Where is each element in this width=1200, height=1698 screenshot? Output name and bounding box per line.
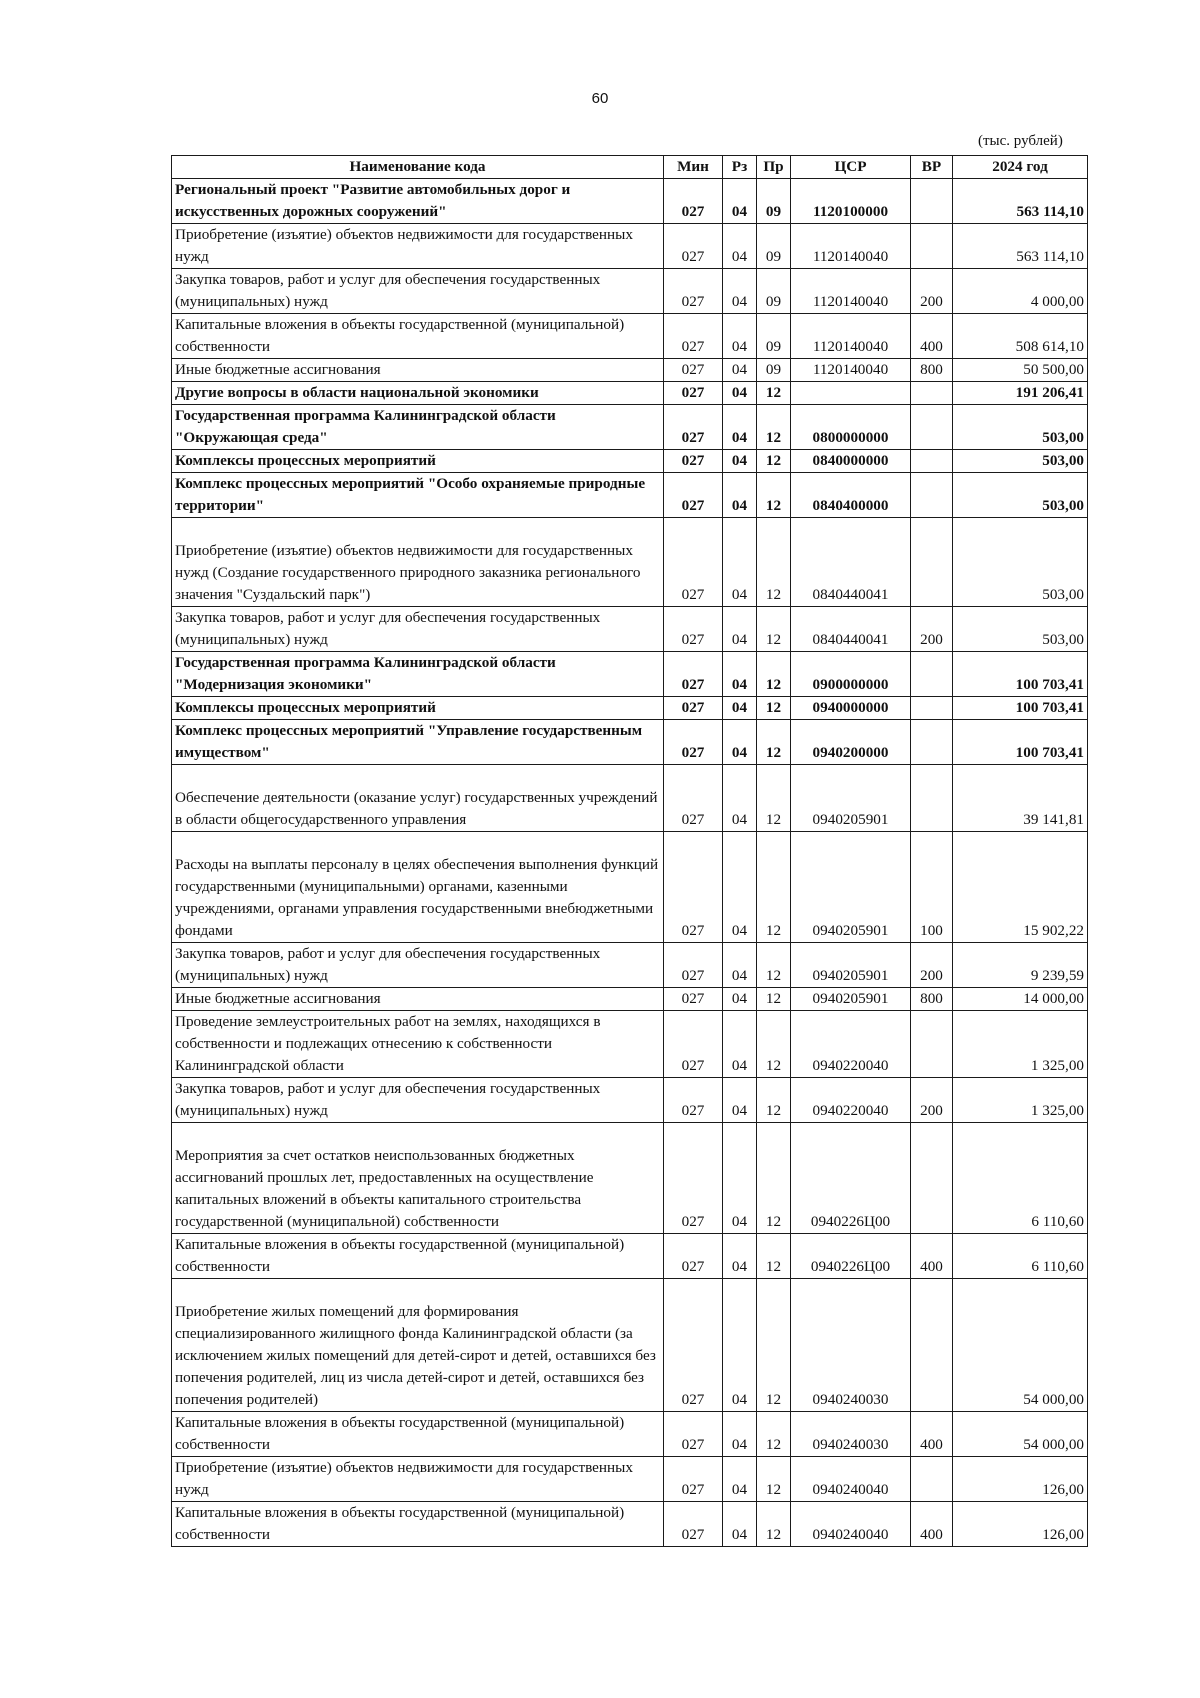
cell-sum: 126,00 xyxy=(953,1502,1088,1547)
cell-name: Закупка товаров, работ и услуг для обеспечения государственных (муниципальных) нужд xyxy=(172,269,664,314)
cell-csr: 1120100000 xyxy=(791,179,911,224)
cell-vr xyxy=(911,1457,953,1502)
table-row xyxy=(172,269,1088,314)
cell-pr: 12 xyxy=(757,720,791,765)
cell-rz: 04 xyxy=(723,652,757,697)
page-number: 60 xyxy=(591,90,609,107)
table-row xyxy=(172,988,1088,1011)
cell-sum: 503,00 xyxy=(953,518,1088,607)
cell-pr: 12 xyxy=(757,450,791,473)
cell-vr: 400 xyxy=(911,1412,953,1457)
cell-min: 027 xyxy=(664,518,723,607)
cell-sum: 503,00 xyxy=(953,450,1088,473)
cell-rz: 04 xyxy=(723,1123,757,1234)
cell-vr xyxy=(911,1279,953,1412)
cell-name: Региональный проект "Развитие автомобильных дорог и искусственных дорожных сооружений" xyxy=(172,179,664,224)
cell-sum: 503,00 xyxy=(953,607,1088,652)
cell-min: 027 xyxy=(664,1502,723,1547)
header-csr: ЦСР xyxy=(791,156,911,179)
table-row xyxy=(172,1234,1088,1279)
cell-rz: 04 xyxy=(723,1279,757,1412)
cell-name: Комплексы процессных мероприятий xyxy=(172,697,664,720)
cell-name: Другие вопросы в области национальной экономики xyxy=(172,382,664,405)
cell-min: 027 xyxy=(664,1078,723,1123)
cell-csr: 0940220040 xyxy=(791,1011,911,1078)
cell-name: Обеспечение деятельности (оказание услуг) государственных учреждений в области общегосударственного управления xyxy=(172,765,664,832)
cell-rz: 04 xyxy=(723,518,757,607)
cell-csr: 0840400000 xyxy=(791,473,911,518)
cell-vr: 800 xyxy=(911,359,953,382)
cell-name: Капитальные вложения в объекты государственной (муниципальной) собственности xyxy=(172,314,664,359)
cell-pr: 12 xyxy=(757,943,791,988)
cell-vr: 400 xyxy=(911,1234,953,1279)
cell-vr: 200 xyxy=(911,1078,953,1123)
cell-vr xyxy=(911,179,953,224)
cell-csr: 1120140040 xyxy=(791,269,911,314)
table-row xyxy=(172,1011,1088,1078)
cell-pr: 12 xyxy=(757,1279,791,1412)
cell-sum: 563 114,10 xyxy=(953,179,1088,224)
cell-pr: 12 xyxy=(757,765,791,832)
cell-sum: 9 239,59 xyxy=(953,943,1088,988)
cell-csr xyxy=(791,382,911,405)
cell-name: Комплекс процессных мероприятий "Особо охраняемые природные территории" xyxy=(172,473,664,518)
cell-min: 027 xyxy=(664,179,723,224)
cell-pr: 12 xyxy=(757,1011,791,1078)
table-row xyxy=(172,943,1088,988)
cell-min: 027 xyxy=(664,1412,723,1457)
table-row xyxy=(172,1078,1088,1123)
table-row xyxy=(172,179,1088,224)
cell-min: 027 xyxy=(664,652,723,697)
cell-min: 027 xyxy=(664,765,723,832)
table-row xyxy=(172,314,1088,359)
header-pr: Пр xyxy=(757,156,791,179)
cell-pr: 12 xyxy=(757,832,791,943)
table-row xyxy=(172,450,1088,473)
cell-pr: 12 xyxy=(757,405,791,450)
cell-min: 027 xyxy=(664,943,723,988)
cell-sum: 1 325,00 xyxy=(953,1011,1088,1078)
table-row xyxy=(172,382,1088,405)
cell-pr: 09 xyxy=(757,359,791,382)
cell-vr xyxy=(911,382,953,405)
cell-sum: 54 000,00 xyxy=(953,1279,1088,1412)
cell-vr: 400 xyxy=(911,1502,953,1547)
cell-sum: 503,00 xyxy=(953,405,1088,450)
cell-vr xyxy=(911,224,953,269)
header-vr: ВР xyxy=(911,156,953,179)
cell-pr: 12 xyxy=(757,1412,791,1457)
cell-csr: 0940240030 xyxy=(791,1412,911,1457)
table-row xyxy=(172,697,1088,720)
cell-rz: 04 xyxy=(723,720,757,765)
cell-sum: 50 500,00 xyxy=(953,359,1088,382)
cell-name: Приобретение (изъятие) объектов недвижимости для государственных нужд xyxy=(172,1457,664,1502)
table-row xyxy=(172,518,1088,607)
cell-min: 027 xyxy=(664,382,723,405)
cell-min: 027 xyxy=(664,450,723,473)
cell-csr: 0940000000 xyxy=(791,697,911,720)
cell-rz: 04 xyxy=(723,988,757,1011)
table-header-row xyxy=(172,156,1088,179)
cell-pr: 12 xyxy=(757,697,791,720)
cell-vr xyxy=(911,1123,953,1234)
cell-sum: 6 110,60 xyxy=(953,1234,1088,1279)
cell-pr: 12 xyxy=(757,1078,791,1123)
cell-rz: 04 xyxy=(723,607,757,652)
cell-pr: 12 xyxy=(757,1502,791,1547)
cell-name: Закупка товаров, работ и услуг для обеспечения государственных (муниципальных) нужд xyxy=(172,1078,664,1123)
cell-rz: 04 xyxy=(723,382,757,405)
table-row xyxy=(172,1279,1088,1412)
cell-name: Капитальные вложения в объекты государственной (муниципальной) собственности xyxy=(172,1502,664,1547)
cell-name: Закупка товаров, работ и услуг для обеспечения государственных (муниципальных) нужд xyxy=(172,607,664,652)
cell-csr: 1120140040 xyxy=(791,359,911,382)
cell-vr xyxy=(911,405,953,450)
cell-sum: 54 000,00 xyxy=(953,1412,1088,1457)
cell-vr xyxy=(911,473,953,518)
cell-min: 027 xyxy=(664,1123,723,1234)
cell-rz: 04 xyxy=(723,179,757,224)
cell-csr: 0840440041 xyxy=(791,607,911,652)
cell-sum: 15 902,22 xyxy=(953,832,1088,943)
cell-rz: 04 xyxy=(723,1078,757,1123)
cell-rz: 04 xyxy=(723,1412,757,1457)
cell-sum: 1 325,00 xyxy=(953,1078,1088,1123)
cell-vr: 400 xyxy=(911,314,953,359)
cell-csr: 0940205901 xyxy=(791,765,911,832)
cell-min: 027 xyxy=(664,1279,723,1412)
header-year: 2024 год xyxy=(953,156,1088,179)
cell-pr: 09 xyxy=(757,224,791,269)
table-row xyxy=(172,652,1088,697)
cell-sum: 100 703,41 xyxy=(953,652,1088,697)
cell-sum: 191 206,41 xyxy=(953,382,1088,405)
cell-sum: 39 141,81 xyxy=(953,765,1088,832)
cell-sum: 508 614,10 xyxy=(953,314,1088,359)
cell-sum: 563 114,10 xyxy=(953,224,1088,269)
cell-csr: 0940200000 xyxy=(791,720,911,765)
cell-pr: 09 xyxy=(757,269,791,314)
table-row xyxy=(172,1412,1088,1457)
table-row xyxy=(172,832,1088,943)
cell-vr xyxy=(911,697,953,720)
cell-min: 027 xyxy=(664,988,723,1011)
table-row xyxy=(172,405,1088,450)
cell-min: 027 xyxy=(664,224,723,269)
cell-csr: 0840000000 xyxy=(791,450,911,473)
table-row xyxy=(172,473,1088,518)
cell-name: Иные бюджетные ассигнования xyxy=(172,988,664,1011)
cell-vr: 200 xyxy=(911,269,953,314)
cell-csr: 0800000000 xyxy=(791,405,911,450)
cell-rz: 04 xyxy=(723,314,757,359)
table-row xyxy=(172,1457,1088,1502)
cell-sum: 126,00 xyxy=(953,1457,1088,1502)
cell-csr: 0940240030 xyxy=(791,1279,911,1412)
cell-rz: 04 xyxy=(723,943,757,988)
cell-vr: 200 xyxy=(911,607,953,652)
cell-min: 027 xyxy=(664,832,723,943)
cell-csr: 0900000000 xyxy=(791,652,911,697)
cell-name: Мероприятия за счет остатков неиспользованных бюджетных ассигнований прошлых лет, предоставленных на осуществление капитальных вложений в объекты капитального строительства государственной (муниципальной) собственности xyxy=(172,1123,664,1234)
cell-csr: 0940226Ц00 xyxy=(791,1123,911,1234)
cell-csr: 0940240040 xyxy=(791,1502,911,1547)
cell-csr: 0940226Ц00 xyxy=(791,1234,911,1279)
header-name: Наименование кода xyxy=(172,156,664,179)
cell-vr xyxy=(911,765,953,832)
cell-rz: 04 xyxy=(723,697,757,720)
cell-name: Приобретение жилых помещений для формирования специализированного жилищного фонда Калининградской области (за исключением жилых помещений для детей-сирот и детей, оставшихся без попечения родителей, лиц из числа детей-сирот и детей, оставшихся без попечения родителей) xyxy=(172,1279,664,1412)
cell-vr xyxy=(911,1011,953,1078)
cell-pr: 12 xyxy=(757,1123,791,1234)
cell-pr: 09 xyxy=(757,314,791,359)
cell-min: 027 xyxy=(664,269,723,314)
table-row xyxy=(172,607,1088,652)
cell-min: 027 xyxy=(664,405,723,450)
cell-rz: 04 xyxy=(723,765,757,832)
cell-rz: 04 xyxy=(723,1234,757,1279)
cell-sum: 100 703,41 xyxy=(953,697,1088,720)
cell-csr: 0840440041 xyxy=(791,518,911,607)
cell-name: Капитальные вложения в объекты государственной (муниципальной) собственности xyxy=(172,1412,664,1457)
cell-rz: 04 xyxy=(723,832,757,943)
cell-name: Иные бюджетные ассигнования xyxy=(172,359,664,382)
cell-rz: 04 xyxy=(723,1011,757,1078)
cell-pr: 12 xyxy=(757,652,791,697)
units-label: (тыс. рублей) xyxy=(978,133,1063,149)
cell-min: 027 xyxy=(664,473,723,518)
cell-vr xyxy=(911,450,953,473)
cell-name: Капитальные вложения в объекты государственной (муниципальной) собственности xyxy=(172,1234,664,1279)
cell-sum: 6 110,60 xyxy=(953,1123,1088,1234)
cell-sum: 14 000,00 xyxy=(953,988,1088,1011)
cell-csr: 0940205901 xyxy=(791,832,911,943)
cell-min: 027 xyxy=(664,359,723,382)
cell-rz: 04 xyxy=(723,359,757,382)
cell-name: Комплекс процессных мероприятий "Управление государственным имуществом" xyxy=(172,720,664,765)
cell-pr: 12 xyxy=(757,382,791,405)
cell-csr: 0940205901 xyxy=(791,988,911,1011)
cell-csr: 1120140040 xyxy=(791,314,911,359)
cell-rz: 04 xyxy=(723,473,757,518)
cell-vr xyxy=(911,652,953,697)
cell-sum: 503,00 xyxy=(953,473,1088,518)
cell-pr: 12 xyxy=(757,1457,791,1502)
cell-sum: 4 000,00 xyxy=(953,269,1088,314)
header-rz: Рз xyxy=(723,156,757,179)
table-row xyxy=(172,1502,1088,1547)
cell-name: Приобретение (изъятие) объектов недвижимости для государственных нужд xyxy=(172,224,664,269)
cell-csr: 1120140040 xyxy=(791,224,911,269)
header-min: Мин xyxy=(664,156,723,179)
cell-pr: 12 xyxy=(757,988,791,1011)
cell-pr: 12 xyxy=(757,518,791,607)
cell-name: Государственная программа Калининградской области "Модернизация экономики" xyxy=(172,652,664,697)
cell-min: 027 xyxy=(664,1457,723,1502)
cell-min: 027 xyxy=(664,1234,723,1279)
cell-csr: 0940240040 xyxy=(791,1457,911,1502)
budget-table xyxy=(171,155,1088,1547)
cell-vr xyxy=(911,720,953,765)
cell-name: Расходы на выплаты персоналу в целях обеспечения выполнения функций государственными (муниципальными) органами, казенными учреждениями, органами управления государственными внебюджетными фондами xyxy=(172,832,664,943)
cell-vr xyxy=(911,518,953,607)
table-row xyxy=(172,765,1088,832)
table-row xyxy=(172,720,1088,765)
cell-name: Приобретение (изъятие) объектов недвижимости для государственных нужд (Создание государственного природного заказника регионального значения "Суздальский парк") xyxy=(172,518,664,607)
cell-rz: 04 xyxy=(723,405,757,450)
cell-min: 027 xyxy=(664,1011,723,1078)
cell-min: 027 xyxy=(664,697,723,720)
cell-name: Комплексы процессных мероприятий xyxy=(172,450,664,473)
cell-csr: 0940220040 xyxy=(791,1078,911,1123)
cell-rz: 04 xyxy=(723,450,757,473)
cell-min: 027 xyxy=(664,314,723,359)
cell-sum: 100 703,41 xyxy=(953,720,1088,765)
cell-csr: 0940205901 xyxy=(791,943,911,988)
cell-rz: 04 xyxy=(723,224,757,269)
cell-rz: 04 xyxy=(723,269,757,314)
table-row xyxy=(172,1123,1088,1234)
cell-name: Проведение землеустроительных работ на землях, находящихся в собственности и подлежащих отнесению к собственности Калининградской области xyxy=(172,1011,664,1078)
cell-rz: 04 xyxy=(723,1457,757,1502)
table-row xyxy=(172,224,1088,269)
cell-pr: 09 xyxy=(757,179,791,224)
cell-min: 027 xyxy=(664,607,723,652)
cell-vr: 200 xyxy=(911,943,953,988)
cell-min: 027 xyxy=(664,720,723,765)
cell-vr: 100 xyxy=(911,832,953,943)
table-row xyxy=(172,359,1088,382)
cell-pr: 12 xyxy=(757,1234,791,1279)
cell-vr: 800 xyxy=(911,988,953,1011)
cell-rz: 04 xyxy=(723,1502,757,1547)
table-body xyxy=(172,179,1088,1547)
cell-name: Государственная программа Калининградской области "Окружающая среда" xyxy=(172,405,664,450)
cell-pr: 12 xyxy=(757,607,791,652)
cell-pr: 12 xyxy=(757,473,791,518)
cell-name: Закупка товаров, работ и услуг для обеспечения государственных (муниципальных) нужд xyxy=(172,943,664,988)
